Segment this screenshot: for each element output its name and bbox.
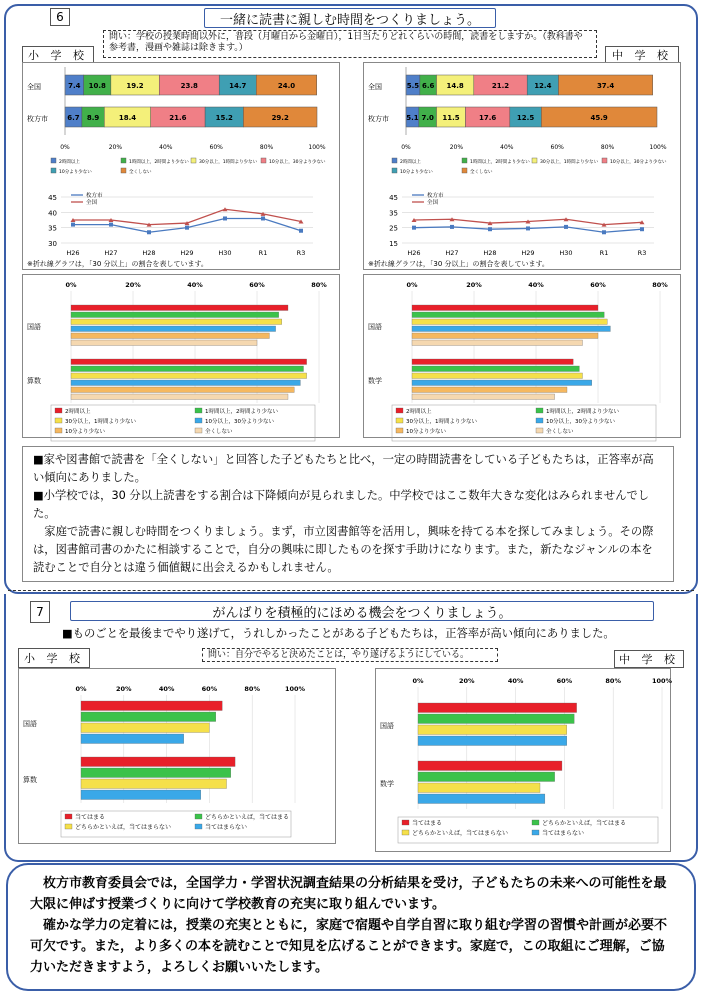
bar-mark bbox=[71, 359, 307, 365]
bar-x-tick: 80% bbox=[652, 281, 668, 289]
section-7-lead: ■ものごとを最後までやり遂げて，うれしかったことがある子どもたちは，正答率が高い傾向にありました。 bbox=[62, 627, 615, 640]
bar-mark bbox=[418, 703, 577, 713]
stack-legend-swatch bbox=[532, 158, 537, 163]
bar-x-tick: 40% bbox=[187, 281, 203, 289]
line-x-tick: H28 bbox=[483, 249, 497, 257]
bar-mark bbox=[418, 761, 562, 771]
line-point bbox=[412, 226, 416, 230]
line-x-tick: R3 bbox=[296, 249, 306, 257]
bar-mark bbox=[412, 319, 607, 325]
bar-x-tick: 0% bbox=[412, 677, 424, 685]
stack-data-label: 5.1 bbox=[406, 114, 419, 122]
stack-data-label: 7.4 bbox=[68, 82, 81, 90]
mid-school-label-7: 中 学 校 bbox=[614, 650, 684, 668]
elem-stack-chart bbox=[23, 63, 339, 193]
bar-mark bbox=[81, 757, 235, 767]
stack-data-label: 7.0 bbox=[421, 114, 434, 122]
line-x-tick: H30 bbox=[559, 249, 573, 257]
stack-category-label: 枚方市 bbox=[368, 115, 389, 123]
line-legend-label: 全国 bbox=[427, 200, 439, 206]
bar-x-tick: 60% bbox=[201, 685, 218, 693]
stack-legend-swatch bbox=[602, 158, 607, 163]
bar-category-label: 算数 bbox=[27, 377, 41, 385]
elem-school-label: 小 学 校 bbox=[22, 46, 94, 64]
line-point bbox=[261, 216, 265, 220]
bar-mark bbox=[412, 387, 567, 393]
stack-data-label: 6.7 bbox=[67, 114, 80, 122]
line-point bbox=[450, 225, 454, 229]
bar-category-label: 国語 bbox=[27, 323, 41, 331]
line-point bbox=[602, 230, 606, 234]
line-point bbox=[564, 225, 568, 229]
bar-legend-swatch bbox=[195, 814, 202, 819]
bar-mark bbox=[81, 768, 231, 778]
bar-x-tick: 0% bbox=[65, 281, 77, 289]
mid-line-note: ※折れ線グラフは，「30 分以上」の割合を表しています。 bbox=[368, 260, 549, 268]
bar-legend-swatch bbox=[402, 820, 409, 825]
stack-legend-label: 10分以上，30分より少ない bbox=[610, 160, 667, 165]
bar-legend-label: どちらかといえば，当てはまらない bbox=[412, 830, 509, 837]
bar-x-tick: 60% bbox=[249, 281, 265, 289]
elem-school-label-7: 小 学 校 bbox=[18, 648, 90, 668]
stack-data-label: 8.9 bbox=[86, 114, 100, 122]
bar-mark bbox=[412, 373, 583, 379]
bar-x-tick: 60% bbox=[590, 281, 606, 289]
bar-mark bbox=[71, 373, 307, 379]
bar-x-tick: 80% bbox=[605, 677, 621, 685]
bar-x-tick: 40% bbox=[507, 677, 524, 685]
bar-legend-label: 1時間以上，2時間より少ない bbox=[205, 409, 278, 415]
bar-mark bbox=[412, 366, 579, 372]
elem-grit-chart bbox=[19, 669, 335, 843]
bar-legend-swatch bbox=[396, 408, 403, 413]
bar-legend-swatch bbox=[65, 824, 72, 829]
line-legend-label: 枚方市 bbox=[86, 193, 103, 199]
line-point bbox=[147, 230, 151, 234]
stack-data-label: 11.5 bbox=[442, 114, 460, 122]
bar-legend-swatch bbox=[195, 824, 202, 829]
stack-x-tick: 60% bbox=[550, 144, 564, 151]
line-point bbox=[526, 226, 530, 230]
elem-line-note: ※折れ線グラフは，「30 分以上」の割合を表しています。 bbox=[27, 260, 208, 268]
line-x-tick: H27 bbox=[445, 249, 459, 257]
bar-legend-swatch bbox=[195, 408, 202, 413]
line-y-tick: 40 bbox=[48, 209, 57, 218]
bar-legend-swatch bbox=[55, 408, 62, 413]
bar-mark bbox=[412, 305, 598, 311]
stack-legend-label: 2時間以上 bbox=[400, 160, 421, 165]
mid-school-label: 中 学 校 bbox=[605, 46, 679, 64]
stack-x-tick: 100% bbox=[308, 144, 326, 151]
bar-mark bbox=[412, 312, 604, 318]
bar-mark bbox=[81, 779, 227, 789]
stack-data-label: 5.5 bbox=[406, 82, 420, 90]
bar-legend-swatch bbox=[536, 408, 543, 413]
bar-legend-label: 10分より少ない bbox=[406, 429, 446, 435]
section-6-question: 問い：学校の授業時間以外に，普段（月曜日から金曜日），1日当たりどれくらいの時間，読書をしますか。（教科書や参考書，漫画や雑誌は除きます。） bbox=[103, 30, 597, 58]
bar-mark bbox=[71, 333, 269, 339]
bar-legend-label: どちらかといえば，当てはまる bbox=[542, 820, 627, 827]
section-6-textbox bbox=[22, 446, 674, 582]
section-6-title: 一緒に読書に親しむ時間をつくりましょう。 bbox=[204, 8, 496, 28]
bar-legend-swatch bbox=[195, 428, 202, 433]
stack-data-label: 21.2 bbox=[491, 82, 510, 90]
bar-mark bbox=[418, 714, 574, 724]
bar-legend-label: 当てはまらない bbox=[542, 830, 585, 837]
section-6-text-1: ■家や図書館で読書を「全くしない」と回答した子どもたちと比べ，一定の時間読書をしている子どもたちは，正答率が高い傾向にありました。 bbox=[33, 453, 654, 484]
bar-legend-label: どちらかといえば，当てはまる bbox=[205, 814, 290, 821]
mid-grit-chart bbox=[376, 669, 673, 851]
stack-data-label: 10.8 bbox=[88, 82, 106, 90]
stack-data-label: 23.8 bbox=[180, 82, 198, 90]
stack-data-label: 6.6 bbox=[421, 82, 435, 90]
bar-legend-swatch bbox=[55, 428, 62, 433]
line-y-tick: 25 bbox=[389, 224, 398, 233]
bar-x-tick: 20% bbox=[459, 677, 475, 685]
stack-x-tick: 0% bbox=[60, 144, 70, 151]
footer-paragraph-2: 確かな学力の定着には，授業の充実とともに，家庭で宿題や自学自習に取り組む学習の習慣や計画が必要不可欠です。また，より多くの本を読むことで知見を広げることができます。家庭で，この取組にご理解，ご協力いただきますよう，よろしくお願いいたします。 bbox=[30, 918, 668, 975]
bar-mark bbox=[71, 319, 282, 325]
bar-legend-label: 当てはまらない bbox=[205, 824, 248, 831]
stack-data-label: 18.4 bbox=[118, 114, 137, 122]
stack-x-tick: 60% bbox=[209, 144, 223, 151]
bar-legend-label: 2時間以上 bbox=[406, 409, 432, 415]
stack-x-tick: 80% bbox=[600, 144, 615, 151]
stack-legend-swatch bbox=[462, 168, 467, 173]
stack-x-tick: 40% bbox=[500, 144, 514, 151]
bar-legend-swatch bbox=[536, 428, 543, 433]
stack-data-label: 12.5 bbox=[516, 114, 535, 122]
stack-x-tick: 40% bbox=[159, 144, 173, 151]
bar-mark bbox=[71, 312, 279, 318]
stack-legend-swatch bbox=[392, 158, 397, 163]
elem-line-chart bbox=[23, 191, 339, 261]
line-x-tick: R1 bbox=[599, 249, 609, 257]
section-divider bbox=[8, 590, 694, 591]
line-x-tick: R3 bbox=[637, 249, 647, 257]
bar-legend-label: 10分より少ない bbox=[65, 429, 105, 435]
bar-category-label: 数学 bbox=[368, 377, 382, 385]
line-x-tick: H29 bbox=[180, 249, 194, 257]
elem-read-chart bbox=[23, 275, 339, 437]
mid-stack-panel bbox=[363, 62, 681, 270]
line-x-tick: H27 bbox=[104, 249, 118, 257]
line-point bbox=[640, 227, 644, 231]
stack-legend-swatch bbox=[191, 158, 196, 163]
stack-legend-label: 1時間以上，2時間より少ない bbox=[129, 160, 189, 165]
footer-paragraph-1: 枚方市教育委員会では，全国学力・学習状況調査結果の分析結果を受け，子どもたちの未来への可能性を最大限に伸ばす授業づくりに向けて学校教育の充実に取り組んでいます。 bbox=[30, 876, 667, 912]
bar-x-tick: 100% bbox=[651, 677, 673, 685]
stack-legend-label: 30分以上，1時間より少ない bbox=[540, 160, 599, 165]
line-point bbox=[488, 227, 492, 231]
line-y-tick: 45 bbox=[389, 194, 398, 202]
bar-legend-swatch bbox=[532, 820, 539, 825]
mid-read-chart bbox=[364, 275, 680, 437]
line-x-tick: H29 bbox=[521, 249, 535, 257]
bar-legend-swatch bbox=[402, 830, 409, 835]
stack-data-label: 14.8 bbox=[446, 82, 464, 90]
bar-mark bbox=[412, 340, 583, 346]
bar-category-label: 算数 bbox=[23, 776, 37, 784]
bar-category-label: 国語 bbox=[368, 323, 382, 331]
mid-grit-panel bbox=[375, 668, 671, 852]
bar-mark bbox=[418, 794, 545, 804]
stack-legend-label: 10分より少ない bbox=[59, 170, 92, 175]
line-legend-label: 枚方市 bbox=[427, 193, 444, 199]
bar-x-tick: 60% bbox=[556, 677, 573, 685]
bar-category-label: 国語 bbox=[23, 720, 37, 728]
stack-legend-swatch bbox=[121, 168, 126, 173]
stack-legend-label: 2時間以上 bbox=[59, 160, 80, 165]
bar-legend-label: 当てはまる bbox=[412, 820, 443, 827]
elem-grit-panel bbox=[18, 668, 336, 844]
bar-mark bbox=[71, 366, 304, 372]
bar-legend-swatch bbox=[396, 418, 403, 423]
stack-data-label: 29.2 bbox=[271, 114, 289, 122]
line-y-tick: 35 bbox=[48, 224, 57, 233]
bar-legend-label: 全くしない bbox=[205, 429, 233, 435]
bar-legend-label: 2時間以上 bbox=[65, 409, 91, 415]
stack-x-tick: 20% bbox=[449, 144, 464, 151]
footer-box bbox=[6, 863, 696, 991]
line-legend-label: 全国 bbox=[86, 200, 98, 206]
bar-mark bbox=[412, 333, 598, 339]
stack-data-label: 12.4 bbox=[534, 82, 552, 90]
bar-category-label: 数学 bbox=[380, 780, 394, 788]
section-6-number: 6 bbox=[50, 8, 70, 26]
bar-legend-label: 全くしない bbox=[546, 429, 574, 435]
bar-legend-label: 10分以上，30分より少ない bbox=[205, 419, 274, 425]
bar-mark bbox=[71, 380, 300, 386]
bar-legend-label: 10分以上，30分より少ない bbox=[546, 419, 615, 425]
bar-mark bbox=[71, 305, 288, 311]
stack-category-label: 全国 bbox=[27, 83, 41, 91]
stack-data-label: 24.0 bbox=[277, 82, 296, 90]
stack-legend-swatch bbox=[261, 158, 266, 163]
bar-mark bbox=[81, 790, 201, 800]
bar-legend-label: 当てはまる bbox=[75, 814, 106, 821]
bar-legend-swatch bbox=[532, 830, 539, 835]
stack-legend-label: 10分以上，30分より少ない bbox=[269, 160, 326, 165]
line-point bbox=[223, 216, 227, 220]
line-x-tick: H28 bbox=[142, 249, 156, 257]
stack-data-label: 37.4 bbox=[596, 82, 615, 90]
stack-legend-label: 全くしない bbox=[470, 170, 493, 175]
mid-read-panel bbox=[363, 274, 681, 438]
line-x-tick: R1 bbox=[258, 249, 268, 257]
stack-legend-swatch bbox=[51, 158, 56, 163]
section-7-question: 問い：自分でやると決めたことは，やり遂げるようにしている。 bbox=[202, 648, 498, 662]
section-6-text-3: 家庭で読書に親しむ時間をつくりましょう。まず，市立図書館等を活用し，興味を持てる本を探してみましょう。その際は，図書館司書のかたに相談することで，自分の興味に即したものを探す手助けになります。また，新たなジャンルの本を読むことで自分とは違う価値観に出会えるかもしれません。 bbox=[33, 525, 654, 574]
bar-mark bbox=[81, 734, 184, 744]
bar-x-tick: 40% bbox=[528, 281, 544, 289]
stack-x-tick: 100% bbox=[649, 144, 667, 151]
bar-legend-swatch bbox=[536, 418, 543, 423]
bar-x-tick: 20% bbox=[466, 281, 482, 289]
stack-legend-label: 1時間以上，2時間より少ない bbox=[470, 160, 530, 165]
bar-mark bbox=[418, 736, 567, 746]
stack-data-label: 14.7 bbox=[229, 82, 247, 90]
stack-legend-swatch bbox=[121, 158, 126, 163]
bar-x-tick: 100% bbox=[284, 685, 306, 693]
bar-legend-label: 30分以上，1時間より少ない bbox=[406, 419, 477, 425]
elem-read-panel bbox=[22, 274, 340, 438]
bar-mark bbox=[81, 701, 222, 711]
bar-mark bbox=[71, 394, 288, 400]
bar-mark bbox=[412, 326, 610, 332]
bar-legend-swatch bbox=[195, 418, 202, 423]
stack-category-label: 全国 bbox=[368, 83, 382, 91]
stack-legend-label: 全くしない bbox=[129, 170, 152, 175]
bar-x-tick: 80% bbox=[244, 685, 260, 693]
stack-data-label: 45.9 bbox=[590, 114, 608, 122]
stack-data-label: 19.2 bbox=[126, 82, 144, 90]
line-x-tick: H26 bbox=[407, 249, 421, 257]
bar-x-tick: 0% bbox=[406, 281, 418, 289]
bar-mark bbox=[418, 783, 540, 793]
bar-legend-label: どちらかといえば，当てはまらない bbox=[75, 824, 172, 831]
line-y-tick: 45 bbox=[48, 194, 57, 202]
bar-mark bbox=[71, 340, 257, 346]
stack-legend-label: 30分以上，1時間より少ない bbox=[199, 160, 258, 165]
bar-mark bbox=[81, 712, 216, 722]
bar-mark bbox=[412, 394, 555, 400]
line-x-tick: H26 bbox=[66, 249, 80, 257]
mid-line-chart bbox=[364, 191, 680, 261]
bar-x-tick: 80% bbox=[311, 281, 327, 289]
stack-x-tick: 20% bbox=[108, 144, 123, 151]
line-x-tick: H30 bbox=[218, 249, 232, 257]
line-y-tick: 35 bbox=[389, 209, 398, 218]
section-7-title: がんばりを積極的にほめる機会をつくりましょう。 bbox=[70, 601, 654, 621]
stack-x-tick: 80% bbox=[259, 144, 274, 151]
bar-mark bbox=[418, 772, 555, 782]
bar-legend-swatch bbox=[396, 428, 403, 433]
stack-category-label: 枚方市 bbox=[27, 115, 48, 123]
stack-x-tick: 0% bbox=[401, 144, 411, 151]
line-y-tick: 15 bbox=[389, 240, 398, 248]
line-point bbox=[71, 223, 75, 227]
line-y-tick: 30 bbox=[48, 240, 57, 248]
bar-x-tick: 20% bbox=[116, 685, 132, 693]
line-point bbox=[299, 229, 303, 233]
bar-x-tick: 20% bbox=[125, 281, 141, 289]
stack-data-label: 21.6 bbox=[169, 114, 187, 122]
mid-stack-chart bbox=[364, 63, 680, 193]
bar-mark bbox=[71, 326, 276, 332]
line-point bbox=[185, 226, 189, 230]
bar-legend-swatch bbox=[55, 418, 62, 423]
bar-mark bbox=[418, 725, 567, 735]
stack-data-label: 17.6 bbox=[479, 114, 497, 122]
stack-legend-swatch bbox=[392, 168, 397, 173]
section-7-number: 7 bbox=[30, 601, 50, 623]
bar-mark bbox=[412, 359, 573, 365]
elem-stack-panel bbox=[22, 62, 340, 270]
bar-mark bbox=[71, 387, 294, 393]
stack-data-label: 15.2 bbox=[215, 114, 233, 122]
bar-legend-label: 30分以上，1時間より少ない bbox=[65, 419, 136, 425]
section-6-text-2: ■小学校では，30 分以上読書をする割合は下降傾向が見られました。中学校ではここ数年大きな変化はみられませんでした。 bbox=[33, 489, 650, 520]
stack-legend-swatch bbox=[462, 158, 467, 163]
stack-legend-label: 10分より少ない bbox=[400, 170, 433, 175]
bar-mark bbox=[81, 723, 209, 733]
bar-mark bbox=[412, 380, 592, 386]
bar-category-label: 国語 bbox=[380, 722, 394, 730]
bar-x-tick: 0% bbox=[75, 685, 87, 693]
stack-legend-swatch bbox=[51, 168, 56, 173]
bar-legend-label: 1時間以上，2時間より少ない bbox=[546, 409, 619, 415]
bar-x-tick: 40% bbox=[158, 685, 175, 693]
bar-legend-swatch bbox=[65, 814, 72, 819]
line-point bbox=[109, 223, 113, 227]
